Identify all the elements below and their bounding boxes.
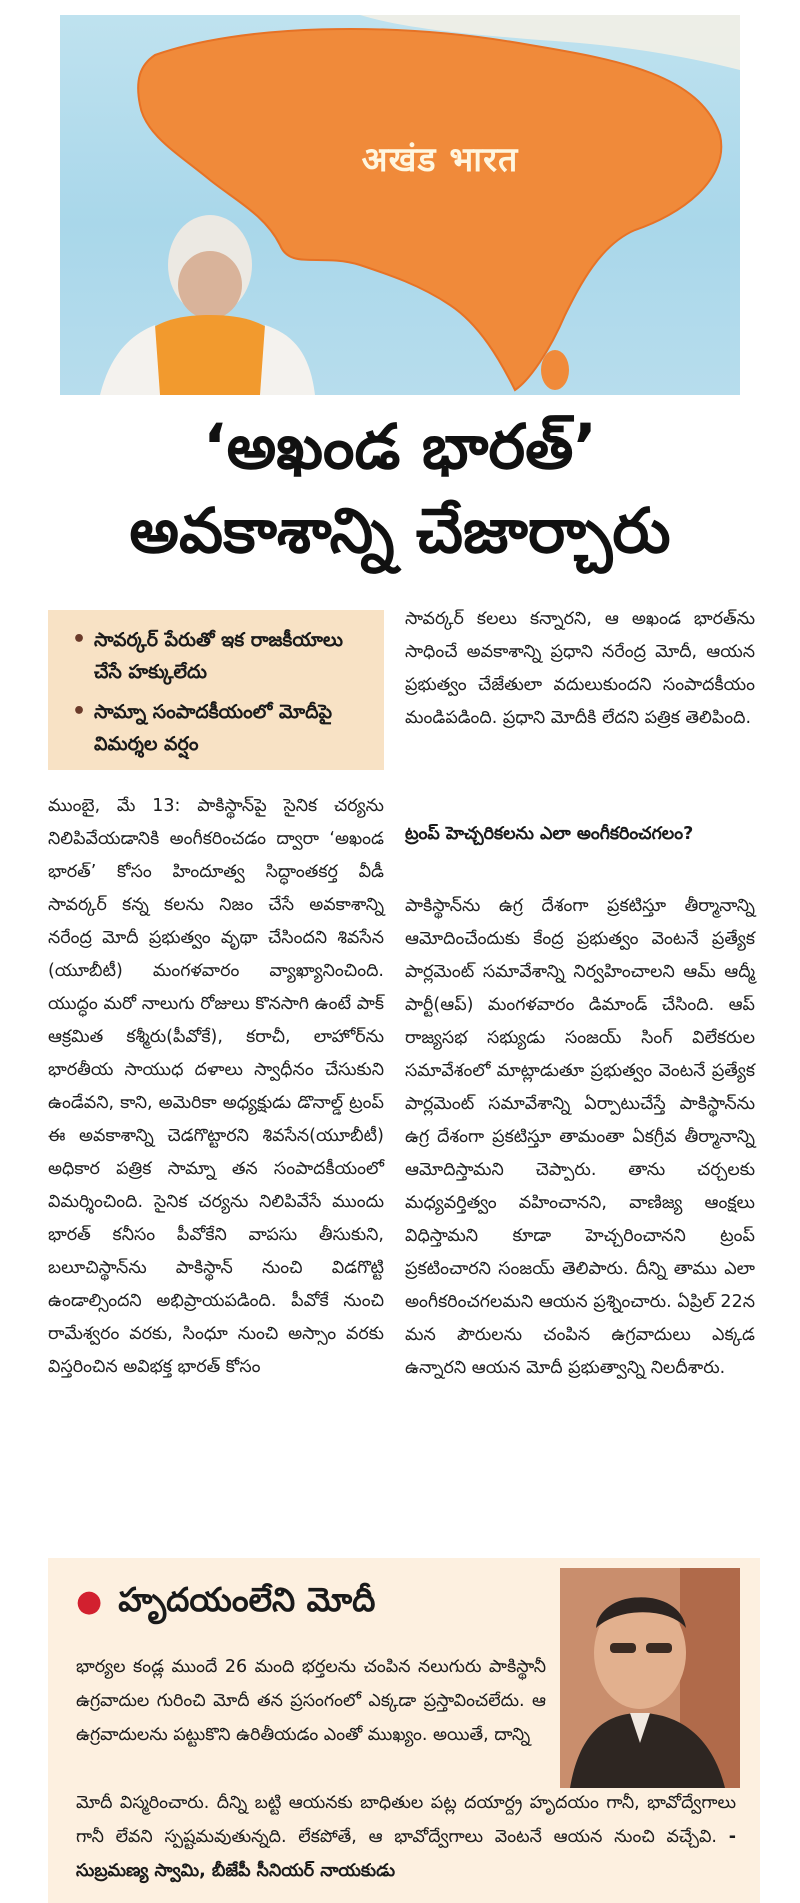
article-right-column-top: సావర్కర్ కలలు కన్నారని, ఆ అఖండ భారత్‌ను సాధించే అవకాశాన్ని ప్రధాని నరేంద్ర మోదీ, ఆయన ప్రభుత్వం చేజేతులా వదులుకుందని సంపాదకీయం మండిపడింది. ప్రధాని మోదీకి లేదని పత్రిక తెలిపింది. — [405, 609, 755, 728]
headline — [40, 405, 760, 573]
highlight-item — [68, 624, 370, 688]
speaker-photo — [560, 1568, 740, 1788]
article-subhead: ట్రంప్ హెచ్చరికలను ఎలా అంగీకరించగలం? — [405, 824, 694, 844]
headline-line-2: అవకాశాన్ని చేజార్చారు — [129, 494, 671, 567]
article-left-column: ముంబై, మే 13: పాకిస్థాన్‌పై సైనిక చర్యను నిలిపివేయడానికి అంగీకరించడం ద్వారా ‘అఖండ భారత్’ కోసం హిందూత్వ సిద్ధాంతకర్త వీడీ సావర్కర్ కన్న కలను నిజం చేసే అవకాశాన్ని నరేంద్ర మోదీ ప్రభుత్వం వృథా చేసిందని శివసేన (యూబీటీ) మంగళవారం వ్యాఖ్యానించింది. యుద్ధం మరో నాలుగు రోజులు కొనసాగి ఉంటే పాక్ ఆక్రమిత కశ్మీరు(పీవోకే), కరాచీ, లాహోర్‌ను భారతీయ సాయుధ దళాలు స్వాధీనం చేసుకుని ఉండేవని, కాని, అమెరికా అధ్యక్షుడు డొనాల్డ్ ట్రంప్ ఈ అవకాశాన్ని చెడగొట్టారని శివసేన(యూబీటీ) అధికార పత్రిక సామ్నా తన సంపాదకీయంలో విమర్శించింది. సైనిక చర్యను నిలిపివేసే ముందు భారత్ కనీసం పీవోకేని వాపసు తీసుకుని, బలూచిస్థాన్‌ను పాకిస్థాన్ నుంచి విడగొట్టి ఉండాల్సిందని అభిప్రాయపడింది. పీవోకే నుంచి రామేశ్వరం వరకు, సింధూ నుంచి అస్సాం వరకు విస్తరించిన అవిభక్త భారత్ కోసం — [48, 796, 384, 1377]
map-illustration-icon — [60, 15, 740, 395]
quote-box — [48, 1558, 760, 1903]
quote-body-wide-text: మోదీ విస్మరించారు. దీన్ని బట్టి ఆయనకు బాధితుల పట్ల దయార్ద్ర హృదయం గానీ, భావోద్వేగాలు గానీ లేవని స్పష్టమవుతున్నది. లేకపోతే, ఆ భావోద్వేగాలు వెంటనే ఆయన నుంచి వచ్చేవి. — [76, 1793, 736, 1847]
quote-body-narrow: భార్యల కండ్ల ముందే 26 మంది భర్తలను చంపిన నలుగురు పాకిస్థానీ ఉగ్రవాదుల గురించి మోదీ తన ప్రసంగంలో ఎక్కడా ప్రస్తావించలేదు. ఆ ఉగ్రవాదులను పట్టుకొని ఉరితీయడం ఎంతో ముఖ్యం. అయితే, దాన్ని — [76, 1657, 546, 1745]
bullet-icon: • — [72, 699, 87, 724]
headline-line-1: ‘అఖండ భారత్’ — [203, 410, 597, 483]
map-label: अखंड भारत — [361, 140, 519, 180]
highlight-item — [68, 696, 370, 760]
article-right-column-bottom: పాకిస్థాన్‌ను ఉగ్ర దేశంగా ప్రకటిస్తూ తీర్మానాన్ని ఆమోదించేందుకు కేంద్ర ప్రభుత్వం వెంటనే ప్రత్యేక పార్లమెంట్ సమావేశాన్ని నిర్వహించాలని ఆమ్ ఆద్మీ పార్టీ(ఆప్) మంగళవారం డిమాండ్ చేసింది. ఆప్ రాజ్యసభ సభ్యుడు సంజయ్ సింగ్ విలేకరుల సమావేశంలో మాట్లాడుతూ ప్రభుత్వం వెంటనే ప్రత్యేక పార్లమెంట్ సమావేశాన్ని ఏర్పాటుచేస్తే పాకిస్థాన్‌ను ఉగ్ర దేశంగా ప్రకటిస్తూ తామంతా ఏకగ్రీవ తీర్మానాన్ని ఆమోదిస్తామని చెప్పారు. తాను చర్చలకు మధ్యవర్తిత్వం వహించానని, వాణిజ్య ఆంక్షలు విధిస్తామని కూడా హెచ్చరించానని ట్రంప్ ప్రకటించారని సంజయ్ తెలిపారు. దీన్ని తాము ఎలా అంగీకరించగలమని ఆయన ప్రశ్నించారు. ఏప్రిల్ 22న మన పౌరులను చంపిన ఉగ్రవాదులు ఎక్కడ ఉన్నారని ఆయన మోదీ ప్రభుత్వాన్ని నిలదీశారు. — [405, 896, 755, 1378]
hero-illustration — [60, 15, 740, 395]
highlight-text: సావర్కర్ పేరుతో ఇక రాజకీయాలు చేసే హక్కులేదు — [94, 629, 343, 683]
portrait-icon — [560, 1568, 740, 1788]
highlight-text: సామ్నా సంపాదకీయంలో మోదీపై విమర్శల వర్షం — [94, 701, 333, 755]
quote-box-title-text: హృదయంలేని మోదీ — [118, 1580, 376, 1619]
quote-body-wide — [76, 1786, 736, 1888]
highlights-box — [48, 610, 384, 770]
quote-box-title — [76, 1580, 375, 1627]
red-dot-icon: ● — [76, 1584, 103, 1619]
quote-attribution: - సుబ్రమణ్య స్వామి, బీజేపీ సీనియర్ నాయకుడు — [76, 1827, 736, 1881]
bullet-icon: • — [72, 627, 87, 652]
